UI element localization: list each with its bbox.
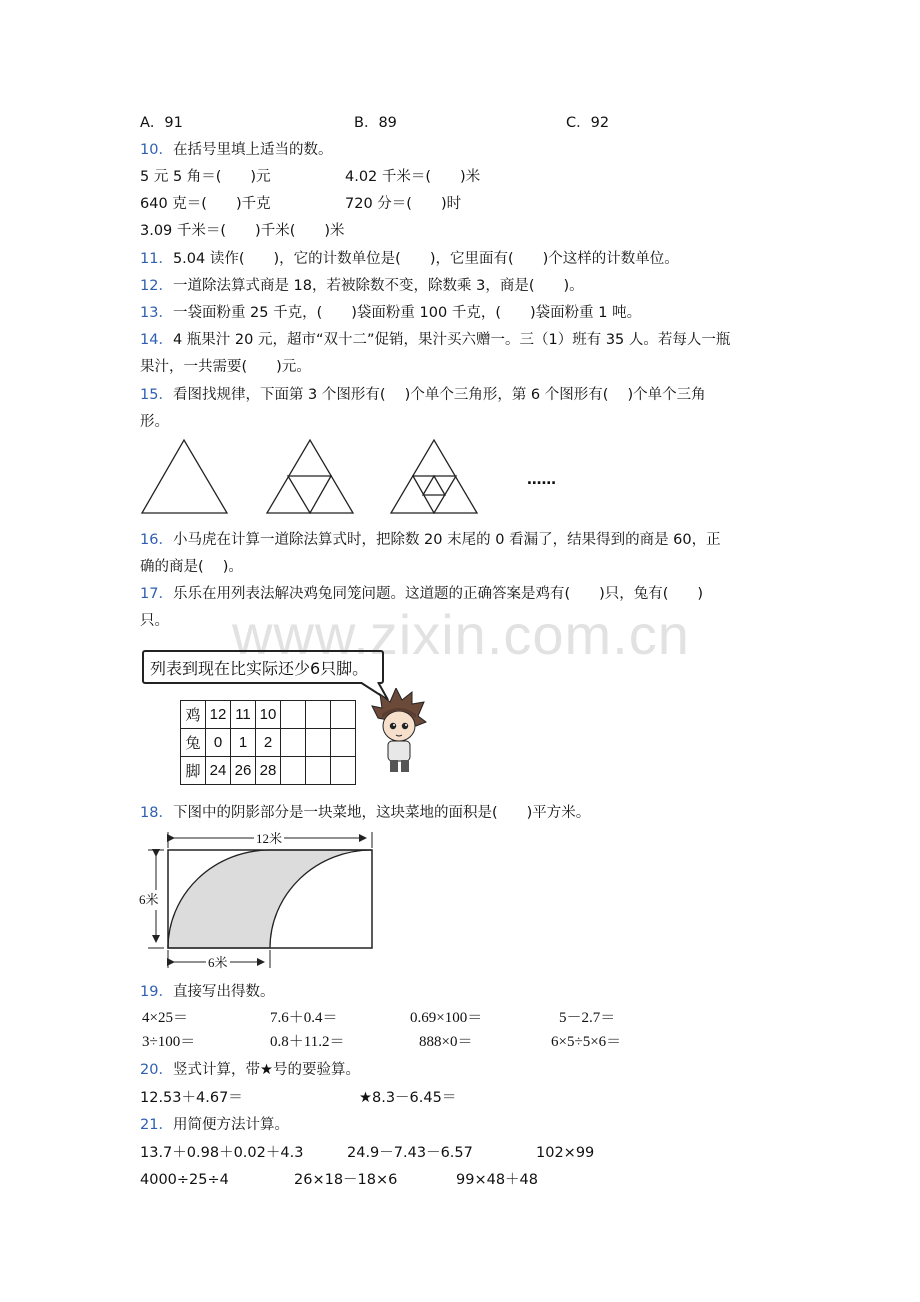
table-cell	[306, 729, 331, 757]
table-cell: 11	[231, 701, 256, 729]
question-number: 15．	[140, 387, 173, 403]
question-10	[140, 140, 332, 160]
table-cell: 0	[206, 729, 231, 757]
q10-item: 640 克＝( )千克	[140, 196, 271, 212]
calc-item: 4000÷25÷4	[140, 1172, 229, 1188]
watermark: www.zixin.com.cn	[232, 603, 690, 666]
q10-item: 5 元 5 角＝( )元	[140, 169, 271, 185]
calc-item: 3÷100＝	[142, 1034, 196, 1050]
triangle-figure-2	[267, 440, 353, 513]
q10-item: 3.09 千米＝( )千米( )米	[140, 223, 345, 239]
triangle-pattern-figure	[135, 435, 535, 520]
ellipsis: ……	[527, 472, 556, 488]
question-number: 16．	[140, 532, 173, 548]
table-row	[181, 729, 356, 757]
table-cell: 兔	[181, 729, 206, 757]
question-text: 4 瓶果汁 20 元，超市“双十二”促销，果汁买六赠一。三（1）班有 35 人。若每人一瓶	[172, 332, 731, 348]
question-14	[140, 330, 730, 350]
option-a: A．91	[140, 115, 183, 131]
question-number: 13．	[140, 305, 173, 321]
question-number: 14．	[140, 332, 173, 348]
question-16-cont: 确的商是( )。	[140, 559, 243, 575]
question-text: 竖式计算，带★号的要验算。	[172, 1062, 360, 1078]
triangle-figure-1	[142, 440, 227, 513]
question-text: 下图中的阴影部分是一块菜地，这块菜地的面积是( )平方米。	[172, 805, 591, 821]
q10-item: 720 分＝( )时	[345, 196, 462, 212]
table-cell	[281, 757, 306, 785]
table-cell: 12	[206, 701, 231, 729]
table-cell: 2	[256, 729, 281, 757]
calc-item: 0.8＋11.2＝	[270, 1034, 345, 1050]
question-17	[140, 584, 703, 604]
question-17-cont: 只。	[140, 613, 169, 629]
cartoon-boy-illustration	[370, 688, 428, 776]
table-cell: 1	[231, 729, 256, 757]
table-row	[181, 757, 356, 785]
question-13	[140, 303, 641, 323]
table-cell: 鸡	[181, 701, 206, 729]
label-6m-bottom: 6米	[206, 953, 230, 973]
calc-item: 0.69×100＝	[410, 1010, 483, 1026]
calc-item: 5－2.7＝	[559, 1010, 616, 1026]
calc-item: 26×18－18×6	[294, 1172, 398, 1188]
table-cell	[306, 701, 331, 729]
table-cell	[306, 757, 331, 785]
calc-item: ★8.3－6.45＝	[359, 1090, 457, 1106]
chicken-rabbit-table	[180, 700, 356, 785]
question-14-cont: 果汁，一共需要( )元。	[140, 359, 311, 375]
question-number: 12．	[140, 278, 173, 294]
question-21	[140, 1115, 289, 1135]
question-12	[140, 276, 584, 296]
question-19	[140, 982, 274, 1002]
table-cell	[331, 729, 356, 757]
question-text: 看图找规律，下面第 3 个图形有( )个单个三角形，第 6 个图形有( )个单个三角	[172, 387, 706, 403]
calc-item: 102×99	[536, 1145, 595, 1161]
table-cell: 脚	[181, 757, 206, 785]
shaded-area	[168, 850, 372, 948]
question-number: 18．	[140, 805, 173, 821]
question-11	[140, 249, 679, 269]
calc-item: 99×48＋48	[456, 1172, 539, 1188]
table-cell: 24	[206, 757, 231, 785]
question-text: 一道除法算式商是 18，若被除数不变，除数乘 3，商是( )。	[172, 278, 584, 294]
question-text: 直接写出得数。	[172, 984, 275, 1000]
question-number: 19．	[140, 984, 173, 1000]
question-number: 20．	[140, 1062, 173, 1078]
question-number: 10．	[140, 142, 173, 158]
question-20	[140, 1060, 360, 1080]
question-text: 5.04 读作( )，它的计数单位是( )，它里面有( )个这样的计数单位。	[172, 251, 679, 267]
label-12m: 12米	[254, 829, 284, 849]
question-15	[140, 385, 706, 405]
calc-item: 13.7＋0.98＋0.02＋4.3	[140, 1145, 304, 1161]
calc-item: 12.53＋4.67＝	[140, 1090, 243, 1106]
question-text: 小马虎在计算一道除法算式时，把除数 20 末尾的 0 看漏了，结果得到的商是 60，正	[172, 532, 721, 548]
q10-item: 4.02 千米＝( )米	[345, 169, 481, 185]
question-number: 21．	[140, 1117, 173, 1133]
calc-item: 7.6＋0.4＝	[270, 1010, 338, 1026]
question-text: 在括号里填上适当的数。	[172, 142, 333, 158]
question-15-cont: 形。	[140, 414, 169, 430]
table-cell	[281, 729, 306, 757]
question-16	[140, 530, 721, 550]
speech-bubble: 列表到现在比实际还少6只脚。	[142, 650, 384, 684]
table-cell: 28	[256, 757, 281, 785]
option-c: C．92	[566, 115, 610, 131]
table-cell: 10	[256, 701, 281, 729]
question-number: 17．	[140, 586, 173, 602]
option-b: B．89	[354, 115, 397, 131]
calc-item: 6×5÷5×6＝	[551, 1034, 622, 1050]
table-cell	[331, 701, 356, 729]
table-cell	[331, 757, 356, 785]
calc-item: 4×25＝	[142, 1010, 188, 1026]
question-number: 11．	[140, 251, 173, 267]
table-cell	[281, 701, 306, 729]
table-cell: 26	[231, 757, 256, 785]
question-18	[140, 803, 590, 823]
question-text: 乐乐在用列表法解决鸡兔同笼问题。这道题的正确答案是鸡有( )只，兔有( )	[172, 586, 704, 602]
label-6m-left: 6米	[139, 890, 159, 910]
question-text: 一袋面粉重 25 千克，( )袋面粉重 100 千克，( )袋面粉重 1 吨。	[172, 305, 642, 321]
question-text: 用简便方法计算。	[172, 1117, 289, 1133]
table-row	[181, 701, 356, 729]
triangle-figure-3	[391, 440, 477, 513]
calc-item: 24.9－7.43－6.57	[347, 1145, 473, 1161]
calc-item: 888×0＝	[419, 1034, 473, 1050]
